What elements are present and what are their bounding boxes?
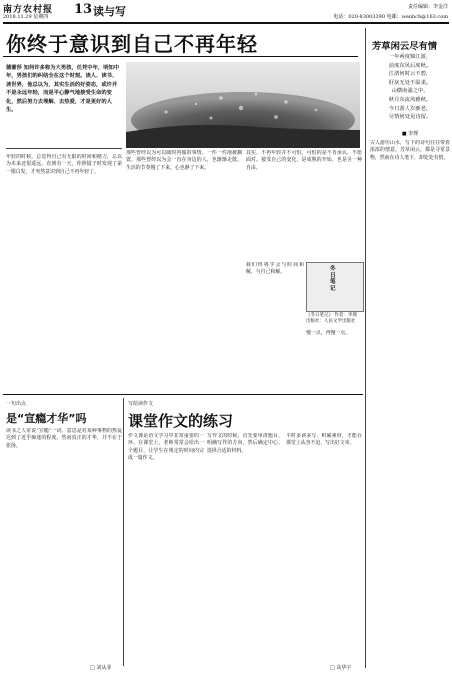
poem-line: 山横南浦之中， bbox=[391, 88, 429, 95]
poem-line: 江渚何时云不碧， bbox=[388, 71, 432, 78]
column-tag: 一句出点 bbox=[6, 401, 27, 407]
column-author: □ 刘从菲 bbox=[90, 665, 112, 671]
side-divider bbox=[365, 28, 366, 668]
poem bbox=[372, 53, 448, 122]
feature-column-2 bbox=[207, 433, 283, 661]
article-text-3b: 我们终将学会与时间和解，与自己和解。 bbox=[246, 262, 304, 276]
article-text-2: 那些曾经以为可以随时再做的事情，一件一件地被搁置。那些曾经以为会一直在身边的人，也渐渐走散。生活的节奏慢了下来，心也静了下来。 bbox=[126, 150, 242, 171]
column-divider bbox=[123, 398, 124, 666]
book-cover-title: 冬日笔记 bbox=[330, 266, 336, 292]
poem-line: 一年两度锦江游， bbox=[388, 54, 432, 60]
article-column-1 bbox=[6, 154, 122, 390]
poem-line: 秋月东流风雅秋。 bbox=[388, 96, 432, 103]
feature-author: □ 高华宇 bbox=[330, 665, 352, 671]
side-byline: ■ 李理 bbox=[401, 131, 419, 137]
column-text: 读书之人常说“宣瘾”一词，意思是对某种事物的热爱达到了近乎痴迷的程度。然而真正的才华，并不在于张扬。 bbox=[6, 428, 122, 449]
poem-line: 前度东风后度秋。 bbox=[388, 62, 432, 69]
issue-date: 2018.11.29 星期四 bbox=[3, 14, 49, 20]
fountain-photo bbox=[126, 62, 360, 148]
feature-text-2: 写作文的时候，首先要审清题目，明确写作的方向，然后确定中心，选择合适的材料。 bbox=[207, 433, 283, 454]
page-number: 13 bbox=[74, 2, 93, 17]
article-text-3c: 慢一点，再慢一点。 bbox=[306, 330, 351, 336]
lead-divider bbox=[6, 148, 122, 149]
feature-text-1: 作文课是语文学习中非常重要的一环。在课堂上，老师常常会给出一个题目，让学生在规定的时间内完成一篇作文。 bbox=[128, 433, 204, 461]
side-article-body bbox=[370, 140, 450, 660]
headline-divider bbox=[3, 56, 358, 57]
column-title: 是“宣瘾才华”吗 bbox=[6, 412, 87, 425]
book-caption: 《冬日笔记》 作者：李理 出版社：人民文学出版社 bbox=[306, 313, 357, 324]
editor-credit: 责任编辑：李金洋 bbox=[407, 4, 448, 10]
article-text-3: 其实，不再年轻并不可怕。可怕的是不肯承认，不愿面对。接受自己的变化，是成熟的开始，也是另一种自由。 bbox=[246, 150, 362, 171]
column-body bbox=[6, 428, 122, 660]
header-divider bbox=[3, 22, 449, 24]
main-headline: 你终于意识到自己不再年轻 bbox=[6, 32, 258, 56]
article-column-3c bbox=[306, 330, 362, 390]
poem-line: 肝灰无处不温柔。 bbox=[388, 79, 432, 86]
feature-column-1 bbox=[128, 433, 204, 661]
feature-title: 课堂作文的练习 bbox=[128, 412, 234, 430]
side-article-text: 古人游历山水，写下的诗句往往带着浓浓的情意。芳草闲云，都是寻常景物，然而在诗人笔下，却处处有情。 bbox=[370, 140, 450, 161]
article-column-3 bbox=[246, 150, 362, 256]
article-column-2 bbox=[126, 150, 242, 390]
side-article-title: 芳草闲云尽有情 bbox=[372, 41, 438, 52]
feature-text-3: 平时多读多写，积累素材，才能在课堂上从容不迫，写出好文章。 bbox=[286, 433, 362, 447]
article-lead: 德蕾莎 知何许多称为大男孩，任凭中年，明知中年，男孩们的纠结全在这个时刻。读人、读书、读世界，他总以为，其实生活的好姿态，或许并不是永远年轻，而是平心静气地接受生命的变化，然后努力去理解、去热爱，才是更好的人生。 bbox=[6, 65, 120, 114]
section-divider bbox=[3, 394, 363, 395]
article-column-3b bbox=[246, 262, 304, 390]
section-title: 读与写 bbox=[93, 5, 126, 18]
poem-line: 尽情何处见诗留。 bbox=[388, 114, 432, 121]
contact-info: 电话：020-83003390 电邮：wenhch@163.com bbox=[333, 14, 448, 20]
newspaper-masthead: 南方农村报 bbox=[3, 5, 54, 15]
photo-image bbox=[126, 62, 360, 148]
article-text-1: 年轻的时候，总觉得自己有无限的时间和精力，总以为未来还很遥远。直到有一天，你照镜子时发现了第一根白发，才突然意识到自己不再年轻了。 bbox=[6, 154, 122, 175]
feature-column-3 bbox=[286, 433, 362, 661]
poem-line: 今日游人岁渐老， bbox=[388, 105, 432, 112]
feature-tag: 写给读作文 bbox=[128, 401, 154, 407]
